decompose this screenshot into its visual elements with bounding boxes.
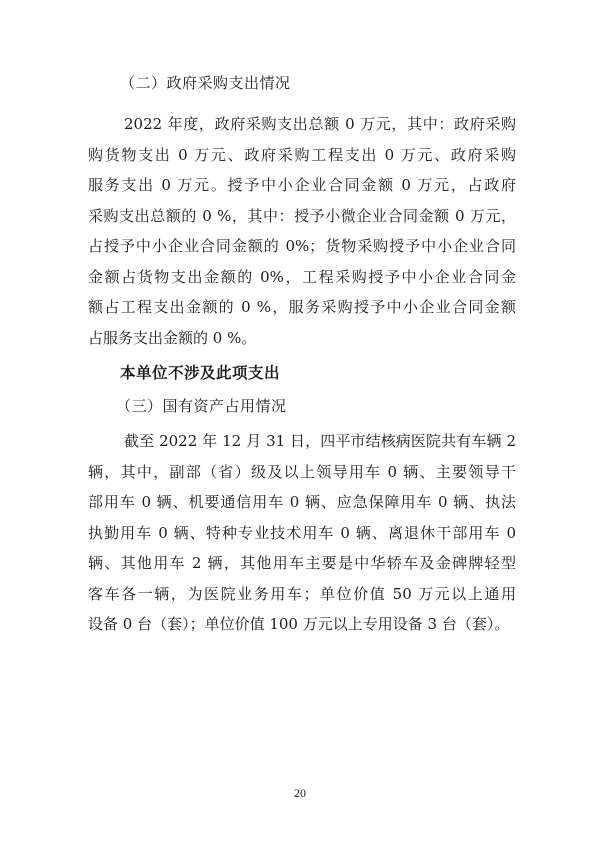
section-heading-government-procurement: （二）政府采购支出情况 xyxy=(120,74,291,92)
paragraph-line: 执勤用车 0 辆、特种专业技术用车 0 辆、离退休干部用车 0 xyxy=(88,523,516,542)
paragraph-line: 采购支出总额的 0 %，其中：授予小微企业合同金额 0 万元， xyxy=(88,206,516,225)
paragraph-line: 部用车 0 辆、机要通信用车 0 辆、应急保障用车 0 辆、执法 xyxy=(88,493,516,511)
paragraph-line: 辆、其他用车 2 辆，其他用车主要是中华轿车及金碑牌轻型 xyxy=(88,554,516,572)
paragraph-line: 额占工程支出金额的 0 %，服务采购授予中小企业合同金额 xyxy=(88,298,516,316)
paragraph-line: 截至 2022 年 12 月 31 日，四平市结核病医院共有车辆 2 xyxy=(124,432,516,450)
paragraph-state-assets xyxy=(88,426,516,640)
paragraph-line: 金额占货物支出金额的 0%，工程采购授予中小企业合同金 xyxy=(88,267,516,286)
page-number: 20 xyxy=(294,786,306,800)
section-heading-state-assets: （三）国有资产占用情况 xyxy=(116,397,287,415)
paragraph-line: 设备 0 台（套）；单位价值 100 万元以上专用设备 3 台（套）。 xyxy=(88,615,510,633)
paragraph-line: 购货物支出 0 万元、政府采购工程支出 0 万元、政府采购 xyxy=(88,145,516,164)
paragraph-line: 客车各一辆，为医院业务用车；单位价值 50 万元以上通用 xyxy=(88,584,516,603)
paragraph-line: 占服务支出金额的 0 %。 xyxy=(88,328,257,347)
paragraph-government-procurement xyxy=(88,109,516,353)
paragraph-line: 服务支出 0 万元。授予中小企业合同金额 0 万元，占政府 xyxy=(88,176,516,194)
no-expenditure-note: 本单位不涉及此项支出 xyxy=(120,364,281,382)
paragraph-line: 辆，其中，副部（省）级及以上领导用车 0 辆、主要领导干 xyxy=(88,462,516,481)
paragraph-line: 占授予中小企业合同金额的 0%；货物采购授予中小企业合同 xyxy=(88,237,516,255)
paragraph-line: 2022 年度，政府采购支出总额 0 万元，其中：政府采购 xyxy=(124,115,516,133)
